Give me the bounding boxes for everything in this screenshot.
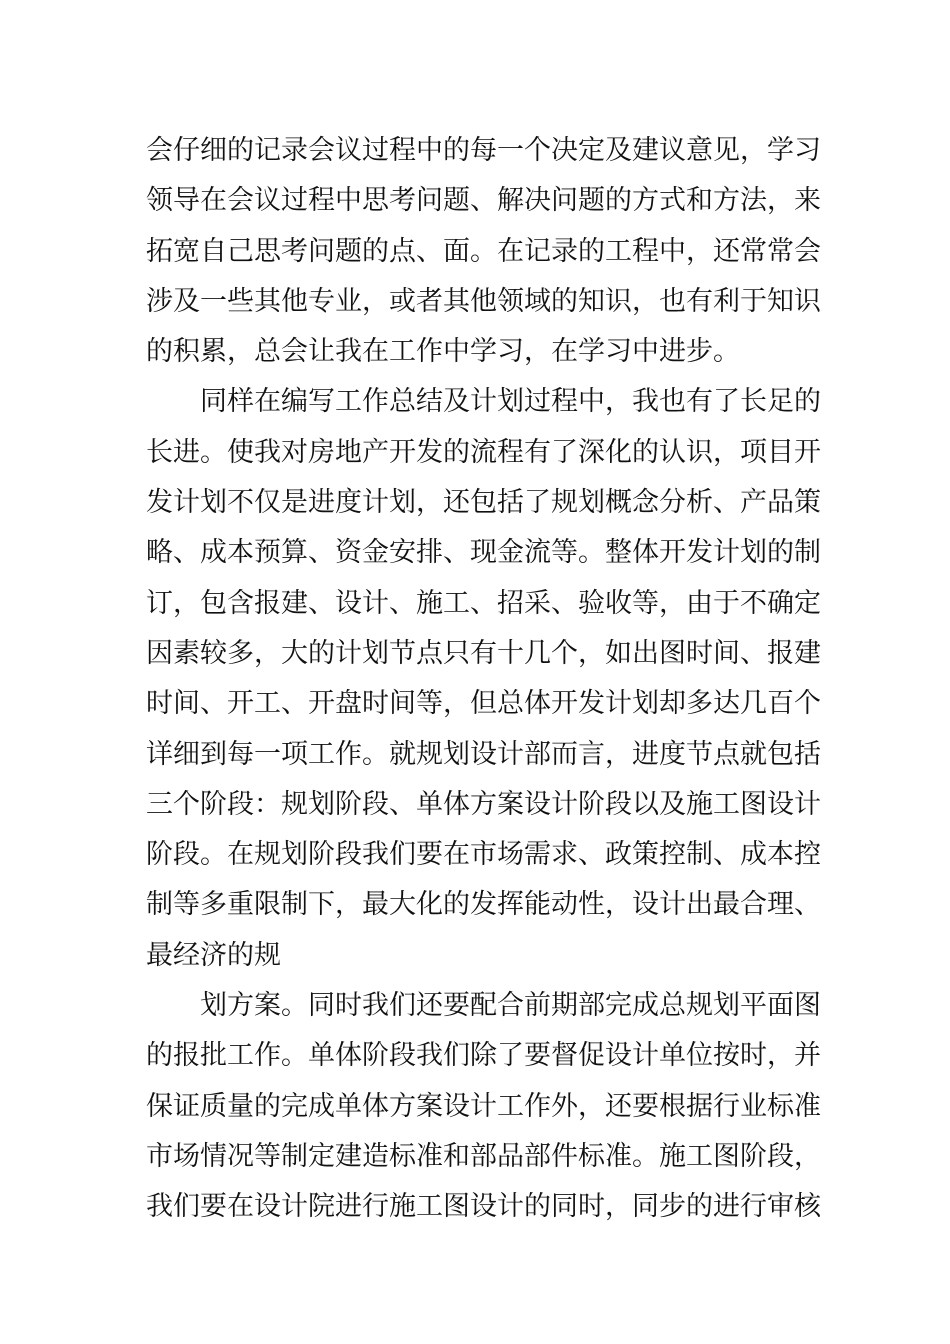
text-line: 会仔细的记录会议过程中的每一个决定及建议意见，学习 (146, 135, 821, 166)
text-line: 长进。使我对房地产开发的流程有了深化的认识，项目开 (146, 436, 821, 468)
text-line: 保证质量的完成单体方案设计工作外，还要根据行业标准 (146, 1090, 821, 1122)
text-line: 订，包含报建、设计、施工、招采、验收等，由于不确定 (146, 587, 821, 619)
text-line: 的报批工作。单体阶段我们除了要督促设计单位按时，并 (146, 1040, 821, 1072)
text-line: 我们要在设计院进行施工图设计的同时，同步的进行审核 (146, 1191, 821, 1223)
text-line: 制等多重限制下，最大化的发挥能动性，设计出最合理、 (146, 889, 821, 921)
body-text (146, 126, 821, 1233)
text-line: 拓宽自己思考问题的点、面。在记录的工程中，还常常会 (146, 235, 821, 267)
text-line: 详细到每一项工作。就规划设计部而言，进度节点就包括 (146, 738, 821, 770)
text-line: 发计划不仅是进度计划，还包括了规划概念分析、产品策 (146, 487, 821, 519)
text-line: 领导在会议过程中思考问题、解决问题的方式和方法，来 (146, 185, 821, 217)
text-line: 略、成本预算、资金安排、现金流等。整体开发计划的制 (146, 537, 821, 569)
text-line: 的积累，总会让我在工作中学习，在学习中进步。 (146, 336, 740, 368)
text-line: 最经济的规 (146, 939, 281, 971)
text-line: 三个阶段：规划阶段、单体方案设计阶段以及施工图设计 (146, 788, 821, 820)
text-line: 涉及一些其他专业，或者其他领域的知识，也有利于知识 (146, 285, 821, 317)
paragraph-start-line: 划方案。同时我们还要配合前期部完成总规划平面图 (200, 990, 821, 1022)
text-line: 市场情况等制定建造标准和部品部件标准。施工图阶段， (146, 1140, 821, 1172)
text-line: 阶段。在规划阶段我们要在市场需求、政策控制、成本控 (146, 839, 821, 871)
paragraph-start-line: 同样在编写工作总结及计划过程中，我也有了长足的 (200, 386, 821, 418)
text-line: 因素较多，大的计划节点只有十几个，如出图时间、报建 (146, 637, 821, 669)
text-line: 时间、开工、开盘时间等，但总体开发计划却多达几百个 (146, 688, 821, 720)
